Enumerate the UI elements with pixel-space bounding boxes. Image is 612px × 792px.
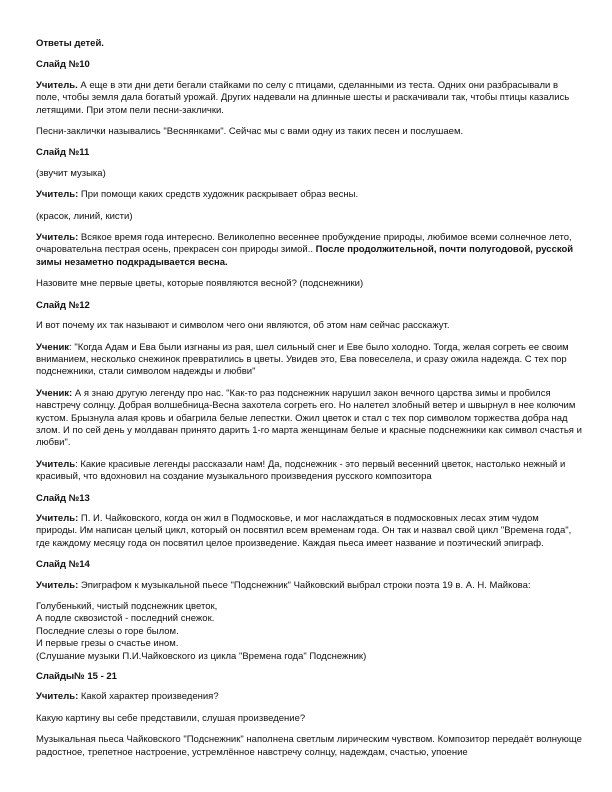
paragraph-text: При помощи каких средств художник раскрывает образ весны. xyxy=(78,189,359,201)
paragraph-text: : "Когда Адам и Ева были изгнаны из рая, шел сильный снег и Еве было холодно. Тогда, желая согреть ее своим вниманием, несколько снежинок превратились в цветы. Увидев это, Ева повеселела, и сразу ожила надежда. С тех пор подснежники, стали символом надежды и любви" xyxy=(36,341,569,378)
paragraph-student-legend-2 xyxy=(36,388,582,450)
poem-line: Голубенький, чистый подснежник цветок, xyxy=(36,601,218,612)
paragraph-vesnyanki: Песни-заклички назывались "Веснянками". Сейчас мы с вами одну из таких песен и послушаем. xyxy=(36,126,464,138)
paragraph-teacher-question xyxy=(36,189,582,201)
poem-line: Последние слезы о горе былом. xyxy=(36,625,179,637)
speaker-label: Ученик: xyxy=(36,387,73,399)
speaker-label: Учитель: xyxy=(36,189,79,201)
paragraph-teacher-birds xyxy=(36,80,582,117)
paragraph-text: А я знаю другую легенду про нас. "Как-то раз подснежник нарушил закон вечного царства зимы и пробился навстречу солнцу. Добрая волшебница-Весна захотела согреть его. Но налетел злобный ветер и швырнул в нее колючим кустом. Брызнула алая кровь и обагрила белые лепестки. Ожил цветок и стал с тех пор символом торжества добра над злом. И по сей день у молдаван принято дарить 1-го марта женщинам белые и красные подснежники как символ счастья и любви". xyxy=(36,387,582,449)
speaker-label: Учитель xyxy=(36,458,76,470)
slide-10-heading: Слайд №10 xyxy=(36,59,90,71)
slide-12-heading: Слайд №12 xyxy=(36,299,90,311)
slide-13-heading: Слайд №13 xyxy=(36,492,90,504)
slide-14-heading: Слайд №14 xyxy=(36,559,90,571)
paragraph-text: Какой характер произведения? xyxy=(78,691,219,703)
paragraph-teacher-seasons xyxy=(36,232,582,269)
speaker-label: Учитель: xyxy=(36,512,79,524)
poem-epigraph xyxy=(36,601,582,663)
poem-line: А подле сквозистой - последний снежок. xyxy=(36,613,215,625)
paragraph-teacher-epigraph xyxy=(36,580,582,592)
paragraph-answer-means: (красок, линий, кисти) xyxy=(36,210,133,222)
speaker-label: Учитель. xyxy=(36,79,78,91)
paragraph-why-called: И вот почему их так называют и символом чего они являются, об этом нам сейчас расскажут. xyxy=(36,320,450,332)
paragraph-first-flowers: Назовите мне первые цветы, которые появляются весной? (подснежники) xyxy=(36,278,364,290)
paragraph-teacher-tchaikovsky xyxy=(36,513,582,550)
speaker-label: Учитель: xyxy=(36,579,79,591)
paragraph-text: Всякое время года интересно. Великолепно весеннее пробуждение природы, любимое всеми солнечное лето, очаровательна пестрая осень, прекрасен сон природы зимой.. xyxy=(36,232,572,256)
paragraph-emphasis: После продолжительной, почти полугодовой, русской зимы незаметно подкрадывается весна. xyxy=(36,244,574,268)
speaker-label: Ученик xyxy=(36,341,70,353)
slide-11-heading: Слайд №11 xyxy=(36,147,90,159)
poem-line: И первые грезы о счастье ином. xyxy=(36,638,179,650)
paragraph-music-description: Музыкальная пьеса Чайковского "Подснежник" наполнена светлым лирическим чувством. Композитор передаёт волнующе радостное, трепетное настроение, устремлённое навстречу солнцу, надеждам, счастью, упоение xyxy=(36,734,582,758)
children-answers-line: Ответы детей. xyxy=(36,38,104,49)
paragraph-teacher-legends xyxy=(36,459,582,484)
paragraph-picture-question: Какую картину вы себе представили, слушая произведение? xyxy=(36,712,306,724)
poem-line: (Слушание музыки П.И.Чайковского из цикла "Времена года" Подснежник) xyxy=(36,650,367,662)
paragraph-text: А еще в эти дни дети бегали стайками по селу с птицами, сделанными из теста. Одних они разбрасывали в поле, чтобы земля дала богатый урожай. Других надевали на длинные шесты и раскачивали так, чтобы птицы казались летящими. При этом пели песни-заклички. xyxy=(36,79,570,116)
paragraph-teacher-character xyxy=(36,691,582,703)
speaker-label: Учитель: xyxy=(36,232,79,244)
slides-15-21-heading: Слайды№ 15 - 21 xyxy=(36,671,117,683)
speaker-label: Учитель: xyxy=(36,691,79,703)
paragraph-text: : Какие красивые легенды рассказали нам! Да, подснежник - это первый весенний цветок, настолько нежный и красивый, что вдохновил на создание музыкального произведения русского композитора xyxy=(36,458,566,483)
paragraph-text: П. И. Чайковского, когда он жил в Подмосковье, и мог наслаждаться в подмосковных лесах этим чудом природы. Им написан целый цикл, который он посвятил всем временам года. Он так и назвал свой цикл "Времена года", где каждому месяцу года он посвятил целое произведение. Каждая пьеса имеет название и поэтический эпиграф. xyxy=(36,512,572,549)
paragraph-music-plays: (звучит музыка) xyxy=(36,167,106,179)
paragraph-text: Эпиграфом к музыкальной пьесе "Подснежник" Чайковский выбрал строки поэта 19 в. А. Н. Майкова: xyxy=(78,579,531,591)
paragraph-student-legend-1 xyxy=(36,342,582,379)
